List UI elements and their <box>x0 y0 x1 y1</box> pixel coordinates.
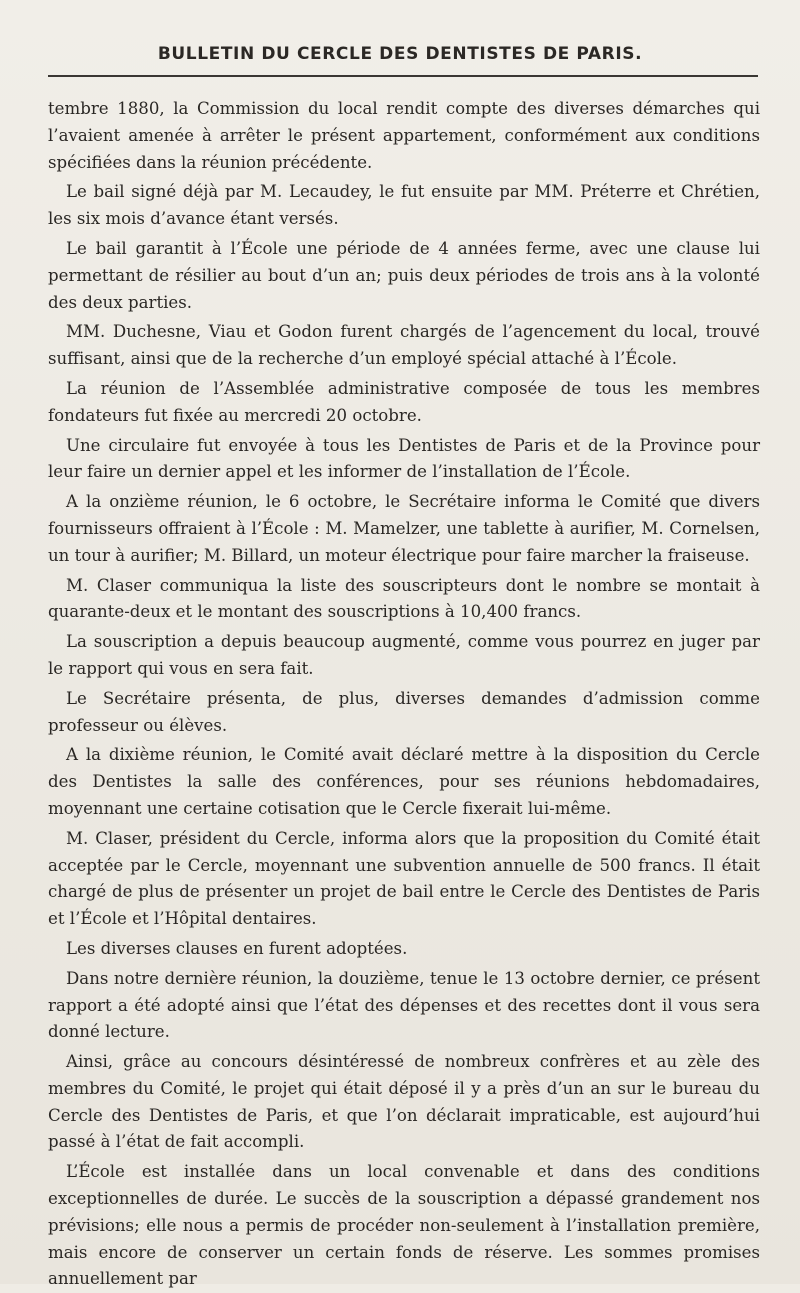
paragraph-3: Le bail garantit à l’École une période de 4 années ferme, avec une clause lui permettant de résilier au bout d’un an; puis deux périodes de trois ans à la volonté des deux parties. <box>48 238 760 312</box>
paragraph-12: M. Claser, président du Cercle, informa alors que la proposition du Comité était acceptée par le Cercle, moyennant une subvention annuelle de 500 francs. Il était chargé de plus de présenter un projet de bail entre le Cercle des Dentistes de Paris et l’École et l’Hôpital dentaires. <box>48 828 760 929</box>
paragraph-9: La souscription a depuis beaucoup augmenté, comme vous pourrez en juger par le rapport qui vous en sera fait. <box>48 632 760 678</box>
paragraph-13: Les diverses clauses en furent adoptées. <box>66 938 408 958</box>
paragraph-16: L’École est installée dans un local convenable et dans des conditions exceptionnelles de durée. Le succès de la souscription a dépassé grandement nos prévisions; elle nous a permis de procéder non-seulement à l’installation première, mais encore de conserver un certain fonds de réserve. Les sommes promises annuellement par <box>48 1162 760 1289</box>
paragraph-11: A la dixième réunion, le Comité avait déclaré mettre à la disposition du Cercle des Dentistes la salle des conférences, pour ses réunions hebdomadaires, moyennant une certaine cotisation que le Cercle fixerait lui-même. <box>48 745 760 818</box>
paragraph-5: La réunion de l’Assemblée administrative composée de tous les membres fondateurs fut fixée au mercredi 20 octobre. <box>48 378 760 425</box>
paragraph-10: Le Secrétaire présenta, de plus, diverses demandes d’admission comme professeur ou élèves. <box>48 688 760 735</box>
header-rule <box>48 75 758 77</box>
paragraph-2: Le bail signé déjà par M. Lecaudey, le fut ensuite par MM. Préterre et Chrétien, les six mois d’avance étant versés. <box>48 182 760 229</box>
paragraph-6: Une circulaire fut envoyée à tous les Dentistes de Paris et de la Province pour leur faire un dernier appel et les informer de l’installation de l’École. <box>48 435 760 482</box>
paragraph-7: A la onzième réunion, le 6 octobre, le Secrétaire informa le Comité que divers fournisseurs offraient à l’École : M. Mamelzer, une tablette à aurifier, M. Cornelsen, un tour à aurifier; M. Billard, un moteur électrique pour faire marcher la fraiseuse. <box>48 492 760 565</box>
paragraph-15: Ainsi, grâce au concours désintéressé de nombreux confrères et au zèle des membres du Comité, le projet qui était déposé il y a près d’un an sur le bureau du Cercle des Dentistes de Paris, et que l’on déclarait impraticable, est aujourd’hui passé à l’état de fait accompli. <box>48 1052 760 1152</box>
paragraph-4: MM. Duchesne, Viau et Godon furent chargés de l’agencement du local, trouvé suffisant, ainsi que de la recherche d’un employé spécial attaché à l’École. <box>48 322 760 369</box>
running-head-title: BULLETIN DU CERCLE DES DENTISTES DE PARIS. <box>157 44 643 64</box>
paragraph-8: M. Claser communiqua la liste des souscripteurs dont le nombre se montait à quarante-deux et le montant des souscriptions à 10,400 francs. <box>48 575 760 622</box>
paragraph-14: Dans notre dernière réunion, la douzième, tenue le 13 octobre dernier, ce présent rapport a été adopté ainsi que l’état des dépenses et des recettes dont il vous sera donné lecture. <box>48 968 760 1042</box>
body-text <box>48 96 760 1293</box>
paragraph-1: tembre 1880, la Commission du local rendit compte des diverses démarches qui l’avaient amenée à arrêter le présent appartement, conformément aux conditions spécifiées dans la réunion précédente. <box>48 99 760 172</box>
